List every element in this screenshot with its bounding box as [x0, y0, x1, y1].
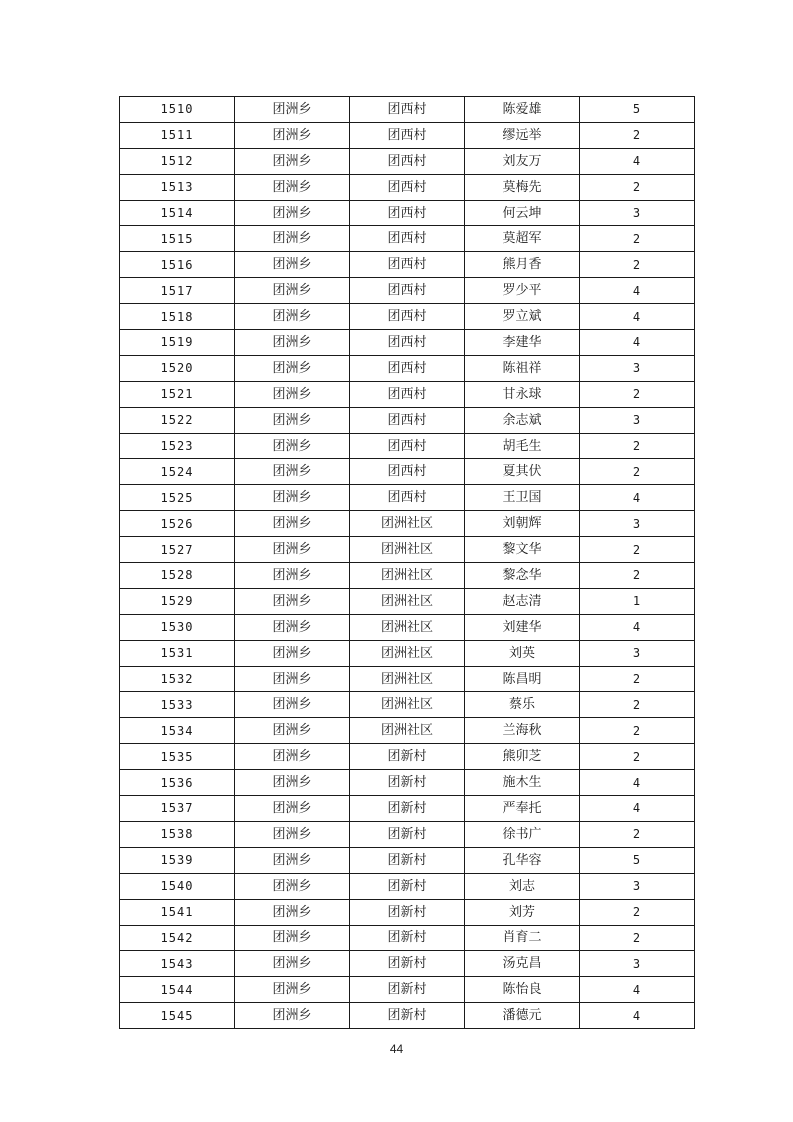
table-row [120, 666, 695, 692]
record-number-cell: 1522 [120, 407, 235, 433]
count-cell: 3 [580, 355, 695, 381]
count-cell: 3 [580, 407, 695, 433]
name-cell: 潘德元 [465, 1003, 580, 1029]
name-cell: 刘志 [465, 873, 580, 899]
table-row [120, 355, 695, 381]
count-cell: 1 [580, 588, 695, 614]
village-cell: 团西村 [350, 433, 465, 459]
name-cell: 刘芳 [465, 899, 580, 925]
record-number-cell: 1513 [120, 174, 235, 200]
table-row [120, 899, 695, 925]
count-cell: 3 [580, 951, 695, 977]
township-cell: 团洲乡 [235, 744, 350, 770]
record-number-cell: 1540 [120, 873, 235, 899]
table-row [120, 485, 695, 511]
count-cell: 4 [580, 330, 695, 356]
village-cell: 团西村 [350, 200, 465, 226]
township-cell: 团洲乡 [235, 614, 350, 640]
table-row [120, 252, 695, 278]
count-cell: 2 [580, 925, 695, 951]
count-cell: 4 [580, 304, 695, 330]
count-cell: 4 [580, 770, 695, 796]
record-number-cell: 1529 [120, 588, 235, 614]
name-cell: 陈昌明 [465, 666, 580, 692]
name-cell: 甘永球 [465, 381, 580, 407]
name-cell: 黎念华 [465, 563, 580, 589]
count-cell: 2 [580, 174, 695, 200]
count-cell: 3 [580, 873, 695, 899]
village-cell: 团西村 [350, 304, 465, 330]
name-cell: 刘友万 [465, 148, 580, 174]
table-row [120, 330, 695, 356]
record-number-cell: 1511 [120, 122, 235, 148]
name-cell: 刘建华 [465, 614, 580, 640]
village-cell: 团新村 [350, 951, 465, 977]
record-number-cell: 1526 [120, 511, 235, 537]
table-row [120, 796, 695, 822]
village-cell: 团洲社区 [350, 640, 465, 666]
table-row [120, 433, 695, 459]
record-number-cell: 1528 [120, 563, 235, 589]
count-cell: 4 [580, 614, 695, 640]
village-cell: 团洲社区 [350, 511, 465, 537]
township-cell: 团洲乡 [235, 148, 350, 174]
name-cell: 陈怡良 [465, 977, 580, 1003]
table-row [120, 1003, 695, 1029]
records-table-body [120, 97, 695, 1029]
village-cell: 团西村 [350, 330, 465, 356]
village-cell: 团西村 [350, 252, 465, 278]
table-row [120, 148, 695, 174]
township-cell: 团洲乡 [235, 847, 350, 873]
count-cell: 2 [580, 899, 695, 925]
village-cell: 团新村 [350, 821, 465, 847]
township-cell: 团洲乡 [235, 977, 350, 1003]
village-cell: 团新村 [350, 925, 465, 951]
count-cell: 4 [580, 485, 695, 511]
township-cell: 团洲乡 [235, 407, 350, 433]
village-cell: 团西村 [350, 122, 465, 148]
table-row [120, 304, 695, 330]
count-cell: 2 [580, 433, 695, 459]
record-number-cell: 1527 [120, 537, 235, 563]
name-cell: 陈爱雄 [465, 97, 580, 123]
record-number-cell: 1535 [120, 744, 235, 770]
name-cell: 何云坤 [465, 200, 580, 226]
township-cell: 团洲乡 [235, 640, 350, 666]
village-cell: 团西村 [350, 485, 465, 511]
count-cell: 2 [580, 666, 695, 692]
count-cell: 4 [580, 148, 695, 174]
record-number-cell: 1543 [120, 951, 235, 977]
village-cell: 团新村 [350, 899, 465, 925]
name-cell: 熊月香 [465, 252, 580, 278]
record-number-cell: 1536 [120, 770, 235, 796]
count-cell: 2 [580, 692, 695, 718]
record-number-cell: 1516 [120, 252, 235, 278]
record-number-cell: 1515 [120, 226, 235, 252]
village-cell: 团西村 [350, 97, 465, 123]
name-cell: 熊卯芝 [465, 744, 580, 770]
village-cell: 团洲社区 [350, 537, 465, 563]
table-row [120, 278, 695, 304]
village-cell: 团新村 [350, 1003, 465, 1029]
table-row [120, 614, 695, 640]
township-cell: 团洲乡 [235, 355, 350, 381]
count-cell: 4 [580, 278, 695, 304]
township-cell: 团洲乡 [235, 1003, 350, 1029]
count-cell: 4 [580, 796, 695, 822]
village-cell: 团西村 [350, 148, 465, 174]
table-row [120, 407, 695, 433]
count-cell: 3 [580, 640, 695, 666]
table-row [120, 511, 695, 537]
name-cell: 王卫国 [465, 485, 580, 511]
name-cell: 余志斌 [465, 407, 580, 433]
village-cell: 团西村 [350, 174, 465, 200]
name-cell: 严奉托 [465, 796, 580, 822]
township-cell: 团洲乡 [235, 899, 350, 925]
record-number-cell: 1525 [120, 485, 235, 511]
table-row [120, 588, 695, 614]
record-number-cell: 1517 [120, 278, 235, 304]
township-cell: 团洲乡 [235, 122, 350, 148]
record-number-cell: 1524 [120, 459, 235, 485]
village-cell: 团新村 [350, 873, 465, 899]
village-cell: 团西村 [350, 355, 465, 381]
name-cell: 莫超军 [465, 226, 580, 252]
count-cell: 2 [580, 744, 695, 770]
record-number-cell: 1512 [120, 148, 235, 174]
record-number-cell: 1510 [120, 97, 235, 123]
township-cell: 团洲乡 [235, 459, 350, 485]
count-cell: 5 [580, 97, 695, 123]
record-number-cell: 1537 [120, 796, 235, 822]
village-cell: 团新村 [350, 744, 465, 770]
table-row [120, 718, 695, 744]
record-number-cell: 1541 [120, 899, 235, 925]
record-number-cell: 1530 [120, 614, 235, 640]
count-cell: 2 [580, 459, 695, 485]
village-cell: 团洲社区 [350, 563, 465, 589]
township-cell: 团洲乡 [235, 330, 350, 356]
name-cell: 徐书广 [465, 821, 580, 847]
name-cell: 陈祖祥 [465, 355, 580, 381]
township-cell: 团洲乡 [235, 796, 350, 822]
village-cell: 团新村 [350, 796, 465, 822]
table-row [120, 459, 695, 485]
record-number-cell: 1545 [120, 1003, 235, 1029]
count-cell: 2 [580, 821, 695, 847]
table-row [120, 873, 695, 899]
record-number-cell: 1538 [120, 821, 235, 847]
township-cell: 团洲乡 [235, 770, 350, 796]
township-cell: 团洲乡 [235, 666, 350, 692]
count-cell: 4 [580, 1003, 695, 1029]
village-cell: 团新村 [350, 977, 465, 1003]
record-number-cell: 1523 [120, 433, 235, 459]
name-cell: 夏其伏 [465, 459, 580, 485]
table-row [120, 821, 695, 847]
count-cell: 2 [580, 226, 695, 252]
name-cell: 胡毛生 [465, 433, 580, 459]
township-cell: 团洲乡 [235, 278, 350, 304]
village-cell: 团新村 [350, 847, 465, 873]
township-cell: 团洲乡 [235, 97, 350, 123]
name-cell: 罗少平 [465, 278, 580, 304]
name-cell: 施木生 [465, 770, 580, 796]
name-cell: 赵志清 [465, 588, 580, 614]
name-cell: 黎文华 [465, 537, 580, 563]
township-cell: 团洲乡 [235, 511, 350, 537]
count-cell: 3 [580, 511, 695, 537]
table-row [120, 640, 695, 666]
page-number: 44 [389, 1042, 404, 1056]
table-row [120, 847, 695, 873]
township-cell: 团洲乡 [235, 433, 350, 459]
township-cell: 团洲乡 [235, 821, 350, 847]
name-cell: 蔡乐 [465, 692, 580, 718]
name-cell: 李建华 [465, 330, 580, 356]
table-row [120, 122, 695, 148]
name-cell: 刘朝辉 [465, 511, 580, 537]
table-row [120, 381, 695, 407]
table-row [120, 537, 695, 563]
village-cell: 团新村 [350, 770, 465, 796]
township-cell: 团洲乡 [235, 951, 350, 977]
township-cell: 团洲乡 [235, 873, 350, 899]
village-cell: 团西村 [350, 278, 465, 304]
count-cell: 4 [580, 977, 695, 1003]
name-cell: 缪远举 [465, 122, 580, 148]
count-cell: 2 [580, 381, 695, 407]
table-row [120, 692, 695, 718]
record-number-cell: 1520 [120, 355, 235, 381]
village-cell: 团西村 [350, 226, 465, 252]
record-number-cell: 1532 [120, 666, 235, 692]
village-cell: 团洲社区 [350, 692, 465, 718]
township-cell: 团洲乡 [235, 692, 350, 718]
count-cell: 2 [580, 563, 695, 589]
count-cell: 3 [580, 200, 695, 226]
table-row [120, 563, 695, 589]
record-number-cell: 1534 [120, 718, 235, 744]
table-row [120, 200, 695, 226]
record-number-cell: 1518 [120, 304, 235, 330]
record-number-cell: 1531 [120, 640, 235, 666]
village-cell: 团洲社区 [350, 666, 465, 692]
record-number-cell: 1519 [120, 330, 235, 356]
records-table [119, 96, 695, 1029]
township-cell: 团洲乡 [235, 200, 350, 226]
village-cell: 团洲社区 [350, 614, 465, 640]
table-row [120, 977, 695, 1003]
township-cell: 团洲乡 [235, 485, 350, 511]
name-cell: 罗立斌 [465, 304, 580, 330]
township-cell: 团洲乡 [235, 381, 350, 407]
township-cell: 团洲乡 [235, 226, 350, 252]
table-row [120, 925, 695, 951]
village-cell: 团洲社区 [350, 718, 465, 744]
table-row [120, 951, 695, 977]
township-cell: 团洲乡 [235, 252, 350, 278]
name-cell: 孔华容 [465, 847, 580, 873]
village-cell: 团洲社区 [350, 588, 465, 614]
township-cell: 团洲乡 [235, 925, 350, 951]
record-number-cell: 1544 [120, 977, 235, 1003]
township-cell: 团洲乡 [235, 718, 350, 744]
name-cell: 刘英 [465, 640, 580, 666]
village-cell: 团西村 [350, 381, 465, 407]
record-number-cell: 1514 [120, 200, 235, 226]
record-number-cell: 1533 [120, 692, 235, 718]
name-cell: 莫梅先 [465, 174, 580, 200]
name-cell: 肖育二 [465, 925, 580, 951]
count-cell: 2 [580, 252, 695, 278]
count-cell: 2 [580, 537, 695, 563]
table-row [120, 97, 695, 123]
count-cell: 5 [580, 847, 695, 873]
record-number-cell: 1542 [120, 925, 235, 951]
count-cell: 2 [580, 122, 695, 148]
table-row [120, 174, 695, 200]
count-cell: 2 [580, 718, 695, 744]
name-cell: 汤克昌 [465, 951, 580, 977]
table-row [120, 744, 695, 770]
township-cell: 团洲乡 [235, 588, 350, 614]
record-number-cell: 1521 [120, 381, 235, 407]
township-cell: 团洲乡 [235, 537, 350, 563]
village-cell: 团西村 [350, 459, 465, 485]
name-cell: 兰海秋 [465, 718, 580, 744]
table-row [120, 226, 695, 252]
township-cell: 团洲乡 [235, 563, 350, 589]
township-cell: 团洲乡 [235, 174, 350, 200]
table-row [120, 770, 695, 796]
record-number-cell: 1539 [120, 847, 235, 873]
township-cell: 团洲乡 [235, 304, 350, 330]
village-cell: 团西村 [350, 407, 465, 433]
